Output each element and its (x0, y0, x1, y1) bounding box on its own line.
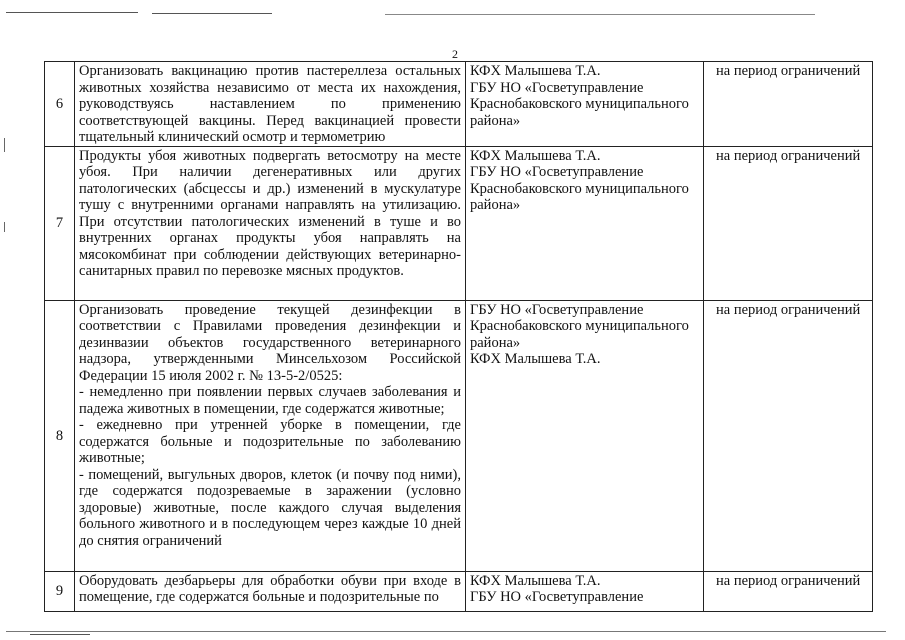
row-number: 9 (45, 571, 75, 611)
measure-cell (75, 62, 466, 147)
measure-text: Оборудовать дезбарьеры для обработки обуви при входе в помещение, где содержатся больные и подозрительные по (79, 572, 461, 605)
term-cell: на период ограничений (704, 571, 873, 611)
responsible-line: ГБУ НО «Госветуправление Краснобаковского муниципального района» (470, 79, 689, 129)
responsible-line: КФХ Малышева Т.А. (470, 147, 601, 164)
responsible-cell (466, 146, 704, 300)
row-number: 7 (45, 146, 75, 300)
measure-bullet: - помещений, выгульных дворов, клеток (и почву под ними), где содержатся подозреваемые в заражении (условно здоровые) животные, после каждого случая выделения больного животного и в последующем через каждые 10 дней до снятия ограничений (79, 466, 461, 549)
term-cell: на период ограничений (704, 62, 873, 147)
responsible-line: ГБУ НО «Госветуправление Краснобаковского муниципального района» (470, 164, 689, 213)
measure-cell (75, 146, 466, 300)
table-row (45, 62, 873, 147)
measure-text: Организовать вакцинацию против пастереллеза остальных животных хозяйства независимо от места их нахождения, руководствуясь наставлением по применению соответствующей вакцины. Перед вакцинацией провести тщательный клинический осмотр и термометрию (79, 63, 461, 145)
responsible-line: КФХ Малышева Т.А. (470, 572, 601, 589)
responsible-cell (466, 571, 704, 611)
measure-text: Продукты убоя животных подвергать ветосмотру на месте убоя. При наличии дегенеративных или других патологических (абсцессы и др.) изменений в мускулатуре тушу с внутренними органами направлять на утилизацию. При отсутствии патологических изменений в туше и во внутренних органах продукты убоя направлять на мясокомбинат при соблюдении действующих ветеринарно-санитарных правил по перевозке мясных продуктов. (79, 147, 461, 279)
responsible-line: ГБУ НО «Госветуправление Краснобаковского муниципального района» (470, 301, 689, 351)
responsible-line: ГБУ НО «Госветуправление (470, 589, 644, 605)
responsible-line: КФХ Малышева Т.А. (470, 351, 601, 367)
responsible-cell (466, 62, 704, 147)
term-cell: на период ограничений (704, 300, 873, 571)
responsible-cell (466, 300, 704, 571)
scan-line-bottom (6, 631, 886, 632)
table-row (45, 146, 873, 300)
measure-cell (75, 571, 466, 611)
measure-text: Организовать проведение текущей дезинфекции в соответствии с Правилами проведения дезинфекции и дезинвазии объектов государственного ветеринарного надзора, утвержденными Минсельхозом Российской Федерации 15 июля 2002 г. № 13-5-2/0525: (79, 301, 461, 384)
table-row (45, 300, 873, 571)
scan-line-top-right (385, 14, 815, 15)
measure-bullet: - ежедневно при утренней уборке в помещении, где содержатся больные и подозрительные по заболеванию животные; (79, 417, 461, 466)
page-number: 2 (452, 47, 458, 61)
measure-bullet: - немедленно при появлении первых случаев заболевания и падежа животных в помещении, где содержатся животные; (79, 384, 461, 417)
row-number: 8 (45, 300, 75, 571)
table-row (45, 571, 873, 611)
term-cell: на период ограничений (704, 146, 873, 300)
measures-table (44, 61, 873, 612)
scan-line-top-left (6, 12, 138, 13)
measure-cell (75, 300, 466, 571)
scan-line-bottom-short (30, 634, 90, 635)
scan-line-top-mid (152, 13, 272, 14)
row-number: 6 (45, 62, 75, 147)
margin-mark-1 (4, 138, 5, 152)
margin-mark-2 (4, 222, 5, 232)
responsible-line: КФХ Малышева Т.А. (470, 63, 601, 79)
